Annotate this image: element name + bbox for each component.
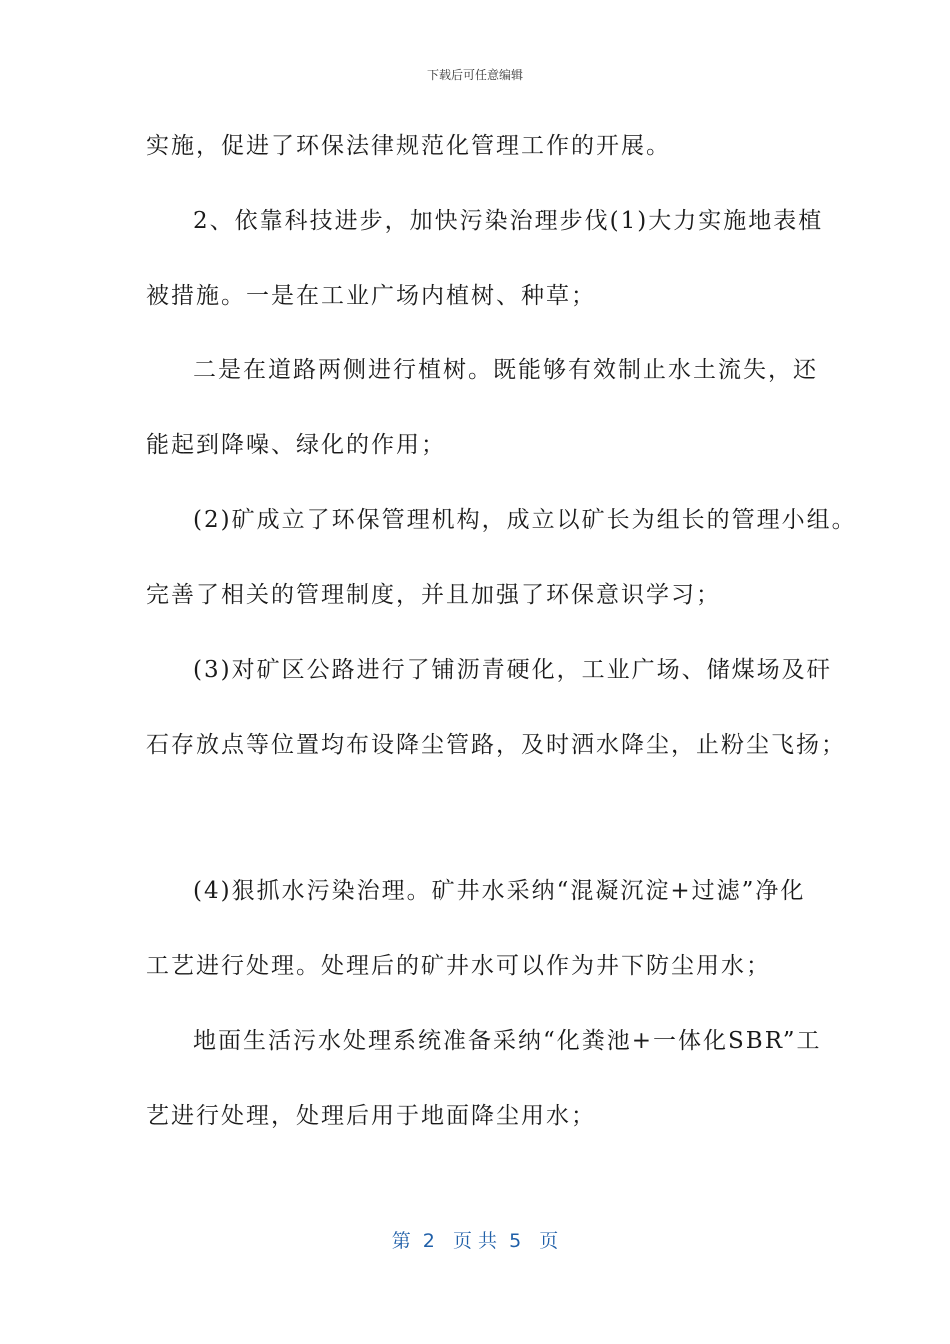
paragraph-line: 2、依靠科技进步，加快污染治理步伐(1)大力实施地表植 (193, 208, 824, 234)
page-number-footer: 第 2 页 共 5 页 (391, 1230, 559, 1252)
paragraph-line: 石存放点等位置均布设降尘管路，及时洒水降尘，止粉尘飞扬； (146, 732, 846, 758)
paragraph-line: 工艺进行处理。处理后的矿井水可以作为井下防尘用水； (146, 953, 771, 979)
paragraph-line: 实施，促进了环保法律规范化管理工作的开展。 (146, 133, 671, 159)
page-header: 下载后可任意编辑 (426, 68, 523, 82)
paragraph-line: (2)矿成立了环保管理机构，成立以矿长为组长的管理小组。 (193, 507, 857, 533)
paragraph-line: 艺进行处理，处理后用于地面降尘用水； (146, 1103, 596, 1129)
paragraph-line: 被措施。一是在工业广场内植树、种草； (146, 283, 596, 309)
paragraph-line: (3)对矿区公路进行了铺沥青硬化，工业广场、储煤场及矸 (193, 657, 832, 683)
paragraph-line: 完善了相关的管理制度，并且加强了环保意识学习； (146, 582, 721, 608)
paragraph-line: 二是在道路两侧进行植树。既能够有效制止水土流失，还 (193, 357, 818, 383)
paragraph-line: 地面生活污水处理系统准备采纳“化粪池+一体化SBR”工 (193, 1028, 822, 1054)
paragraph-line: (4)狠抓水污染治理。矿井水采纳“混凝沉淀+过滤”净化 (193, 878, 806, 904)
paragraph-line: 能起到降噪、绿化的作用； (146, 432, 446, 458)
